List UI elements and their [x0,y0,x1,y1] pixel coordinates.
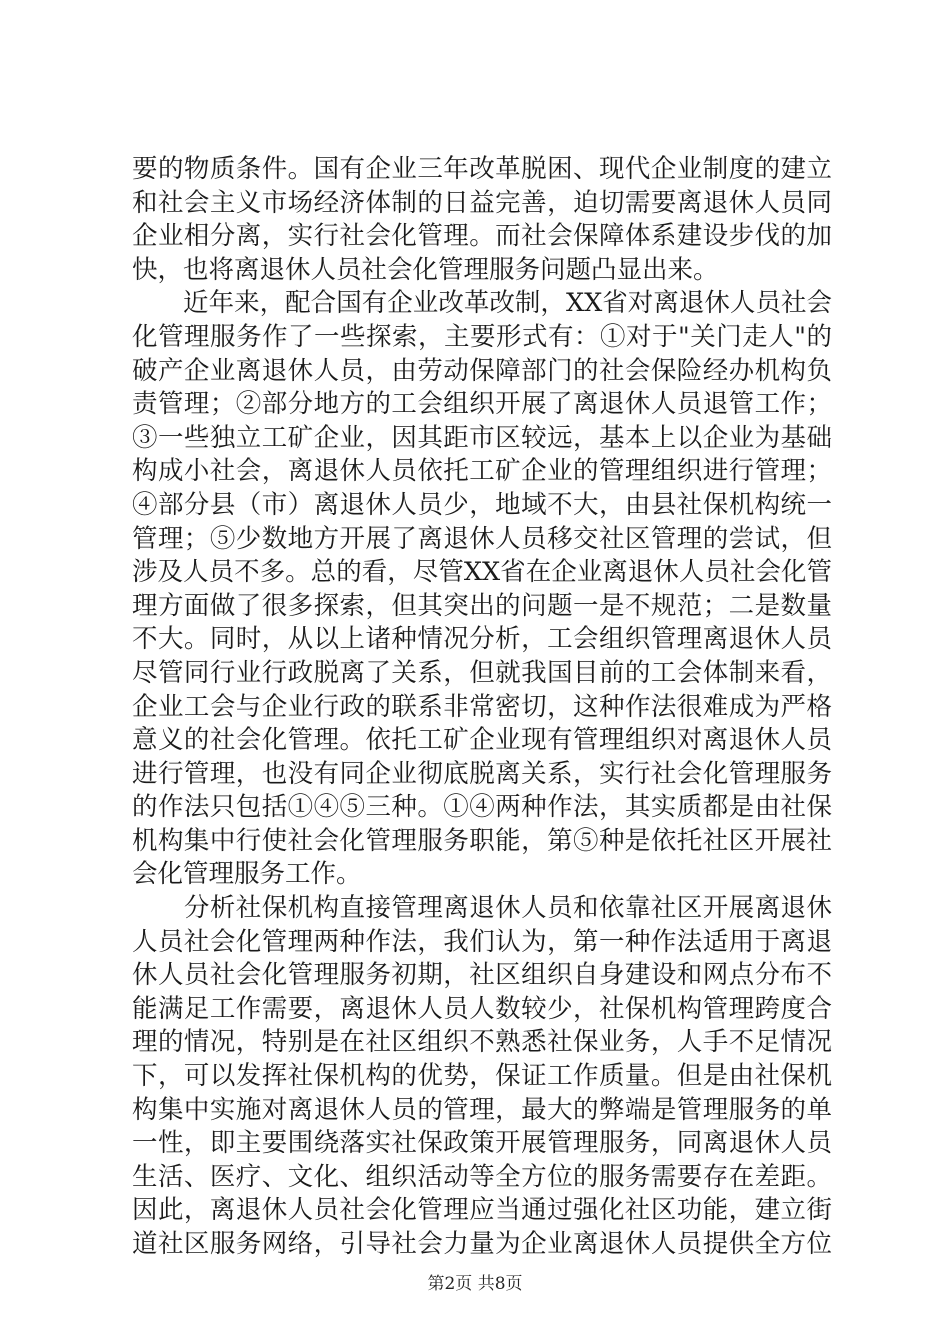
text-line: 理方面做了很多探索，但其突出的问题一是不规范；二是数量 [132,590,832,621]
text-line: 要的物质条件。国有企业三年改革脱困、现代企业制度的建立 [132,154,832,184]
text-line: 企业相分离，实行社会化管理。而社会保障体系建设步伐的加 [132,221,832,252]
text-line: 构集中实施对离退休人员的管理，最大的弊端是管理服务的单 [132,1094,832,1125]
text-line: 涉及人员不多。总的看，尽管XX省在企业离退休人员社会化管 [132,557,832,588]
text-line: 进行管理，也没有同企业彻底脱离关系，实行社会化管理服务 [132,758,832,789]
text-line: 休人员社会化管理服务初期，社区组织自身建设和网点分布不 [132,960,832,991]
text-line: 构成小社会，离退休人员依托工矿企业的管理组织进行管理； [132,456,832,487]
text-line: 意义的社会化管理。依托工矿企业现有管理组织对离退休人员 [132,725,832,756]
paragraph-3 [132,892,832,1262]
text-line: 人员社会化管理两种作法，我们认为，第一种作法适用于离退 [132,926,832,957]
text-line: 分析社保机构直接管理离退休人员和依靠社区开展离退休 [132,893,832,924]
text-line: 生活、医疗、文化、组织活动等全方位的服务需要存在差距。 [132,1161,832,1192]
text-line: 尽管同行业行政脱离了关系，但就我国目前的工会体制来看， [132,657,832,688]
document-body [132,153,832,1262]
text-line: 会化管理服务工作。 [132,859,362,890]
text-line: 理的情况，特别是在社区组织不熟悉社保业务，人手不足情况 [132,1027,832,1058]
text-line: 企业工会与企业行政的联系非常密切，这种作法很难成为严格 [132,691,832,722]
text-line: ④部分县（市）离退休人员少，地域不大，由县社保机构统一 [132,489,832,520]
text-line: 能满足工作需要，离退休人员人数较少，社保机构管理跨度合 [132,993,832,1024]
text-line: 管理；⑤少数地方开展了离退休人员移交社区管理的尝试，但 [132,523,832,554]
text-line: 机构集中行使社会化管理服务职能，第⑤种是依托社区开展社 [132,825,832,856]
text-line: 和社会主义市场经济体制的日益完善，迫切需要离退休人员同 [132,187,832,218]
text-line: 快，也将离退休人员社会化管理服务问题凸显出来。 [132,254,719,285]
text-line: 不大。同时，从以上诸种情况分析，工会组织管理离退休人员 [132,624,832,655]
text-line: 因此，离退休人员社会化管理应当通过强化社区功能，建立街 [132,1195,832,1226]
paragraph-2 [132,287,832,892]
text-line: 破产企业离退休人员，由劳动保障部门的社会保险经办机构负 [132,355,832,386]
text-line: ③一些独立工矿企业，因其距市区较远，基本上以企业为基础 [132,422,832,453]
text-line: 下，可以发挥社保机构的优势，保证工作质量。但是由社保机 [132,1061,832,1092]
text-line: 的作法只包括①④⑤三种。①④两种作法，其实质都是由社保 [132,792,832,823]
text-line: 化管理服务作了一些探索，主要形式有：①对于"关门走人"的 [132,321,832,352]
text-line: 责管理；②部分地方的工会组织开展了离退休人员退管工作； [132,389,832,420]
page-number-footer: 第2页 共8页 [427,1274,523,1294]
text-line: 一性，即主要围绕落实社保政策开展管理服务，同离退休人员 [132,1128,832,1159]
paragraph-1 [132,153,832,287]
text-line: 道社区服务网络，引导社会力量为企业离退休人员提供全方位 [132,1229,832,1259]
text-line: 近年来，配合国有企业改革改制，XX省对离退休人员社会 [132,288,832,319]
